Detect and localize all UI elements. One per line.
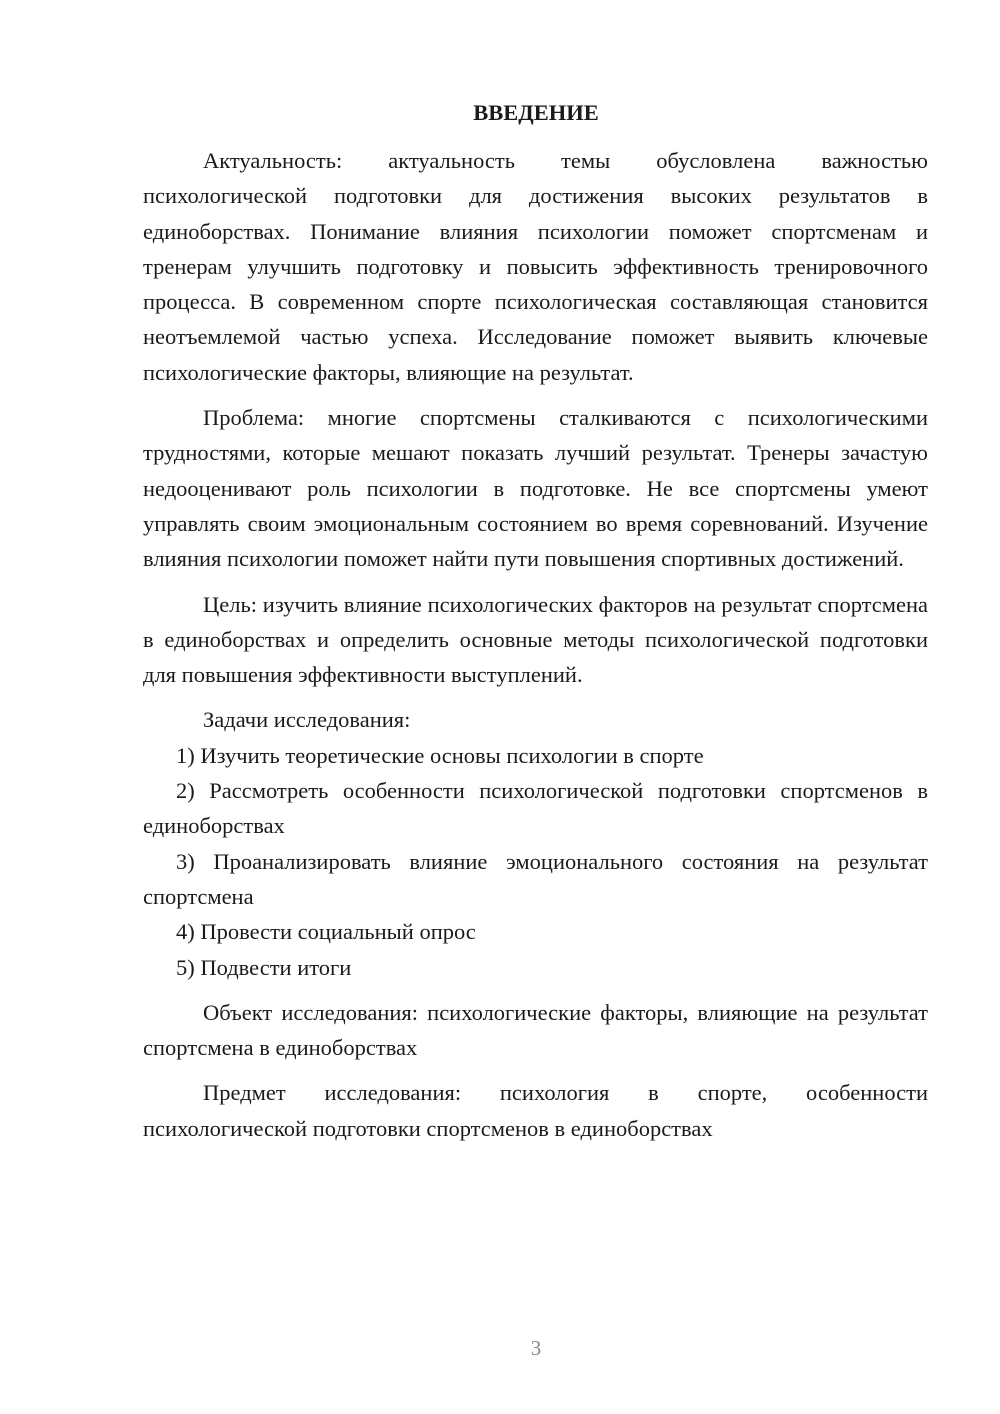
document-body bbox=[143, 143, 928, 1146]
tasks-heading: Задачи исследования: bbox=[203, 707, 411, 733]
list-item-task-5: 5) Подвести итоги bbox=[176, 954, 352, 980]
list-item-task-4: 4) Провести социальный опрос bbox=[176, 919, 476, 945]
paragraph-relevance: Актуальность: актуальность темы обусловлена важностью психологической подготовки для достижения высоких результатов в единоборствах. Понимание влияния психологии поможет спортсменам и тренерам улучшить подготовку и повысить эффективность тренировочного процесса. В современном спорте психологическая составляющая становится неотъемлемой частью успеха. Исследование поможет выявить ключевые психологические факторы, влияющие на результат. bbox=[143, 148, 928, 385]
page-number: 3 bbox=[530, 1336, 542, 1360]
paragraph-object: Объект исследования: психологические факторы, влияющие на результат спортсмена в единоборствах bbox=[143, 999, 928, 1061]
section-heading: ВВЕДЕНИЕ bbox=[473, 100, 599, 125]
list-item-task-1: 1) Изучить теоретические основы психологии в спорте bbox=[176, 742, 704, 768]
paragraph-goal: Цель: изучить влияние психологических факторов на результат спортсмена в единоборствах и определить основные методы психологической подготовки для повышения эффективности выступлений. bbox=[143, 591, 928, 688]
paragraph-problem: Проблема: многие спортсмены сталкиваются с психологическими трудностями, которые мешают показать лучший результат. Тренеры зачастую недооценивают роль психологии в подготовке. Не все спортсмены умеют управлять своим эмоциональным состоянием во время соревнований. Изучение влияния психологии поможет найти пути повышения спортивных достижений. bbox=[143, 405, 928, 572]
paragraph-subject: Предмет исследования: психология в спорте, особенности психологической подготовки спортсменов в единоборствах bbox=[143, 1080, 928, 1141]
list-item-task-3: 3) Проанализировать влияние эмоционального состояния на результат спортсмена bbox=[143, 848, 928, 909]
list-item-task-2: 2) Рассмотреть особенности психологической подготовки спортсменов в единоборствах bbox=[143, 778, 928, 839]
